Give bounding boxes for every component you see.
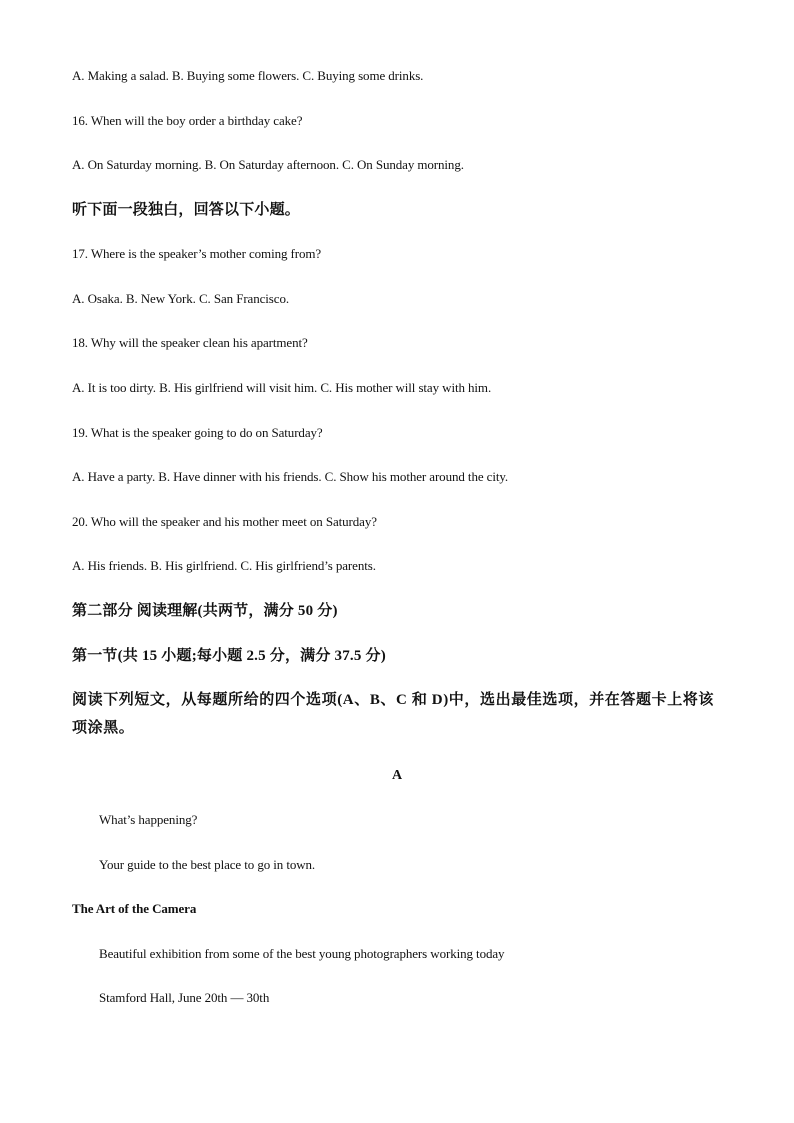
q17-question: 17. Where is the speaker’s mother coming from? [72,246,322,261]
passage-label: A [391,768,403,783]
q18-options: A. It is too dirty. B. His girlfriend will visit him. C. His mother will stay with him. [72,380,492,395]
q16-options: A. On Saturday morning. B. On Saturday afternoon. C. On Sunday morning. [72,157,464,172]
passage-title: The Art of the Camera [72,901,197,916]
q18-question: 18. Why will the speaker clean his apartment? [72,335,308,350]
section-one-heading: 第一节(共 15 小题;每小题 2.5 分，满分 37.5 分) [72,648,386,664]
passage-line-guide: Your guide to the best place to go in town. [99,857,316,872]
passage-line-whats-happening: What’s happening? [99,812,198,827]
monologue-instruction: 听下面一段独白，回答以下小题。 [72,202,301,218]
q15-options: A. Making a salad. B. Buying some flowers. C. Buying some drinks. [72,68,424,83]
q16-question: 16. When will the boy order a birthday cake? [72,113,303,128]
q17-options: A. Osaka. B. New York. C. San Francisco. [72,291,289,306]
reading-instruction: 阅读下列短文，从每题所给的四个选项(A、B、C 和 D)中，选出最佳选项，并在答题卡上将该项涂黑。 [72,692,714,736]
q19-question: 19. What is the speaker going to do on Saturday? [72,425,323,440]
q20-question: 20. Who will the speaker and his mother meet on Saturday? [72,514,377,529]
q19-options: A. Have a party. B. Have dinner with his friends. C. Show his mother around the city. [72,469,509,484]
q20-options: A. His friends. B. His girlfriend. C. His girlfriend’s parents. [72,558,376,573]
passage-line-exhibition: Beautiful exhibition from some of the best young photographers working today [99,946,505,961]
passage-line-venue-dates: Stamford Hall, June 20th — 30th [99,990,270,1005]
part-two-heading: 第二部分 阅读理解(共两节，满分 50 分) [72,603,338,619]
